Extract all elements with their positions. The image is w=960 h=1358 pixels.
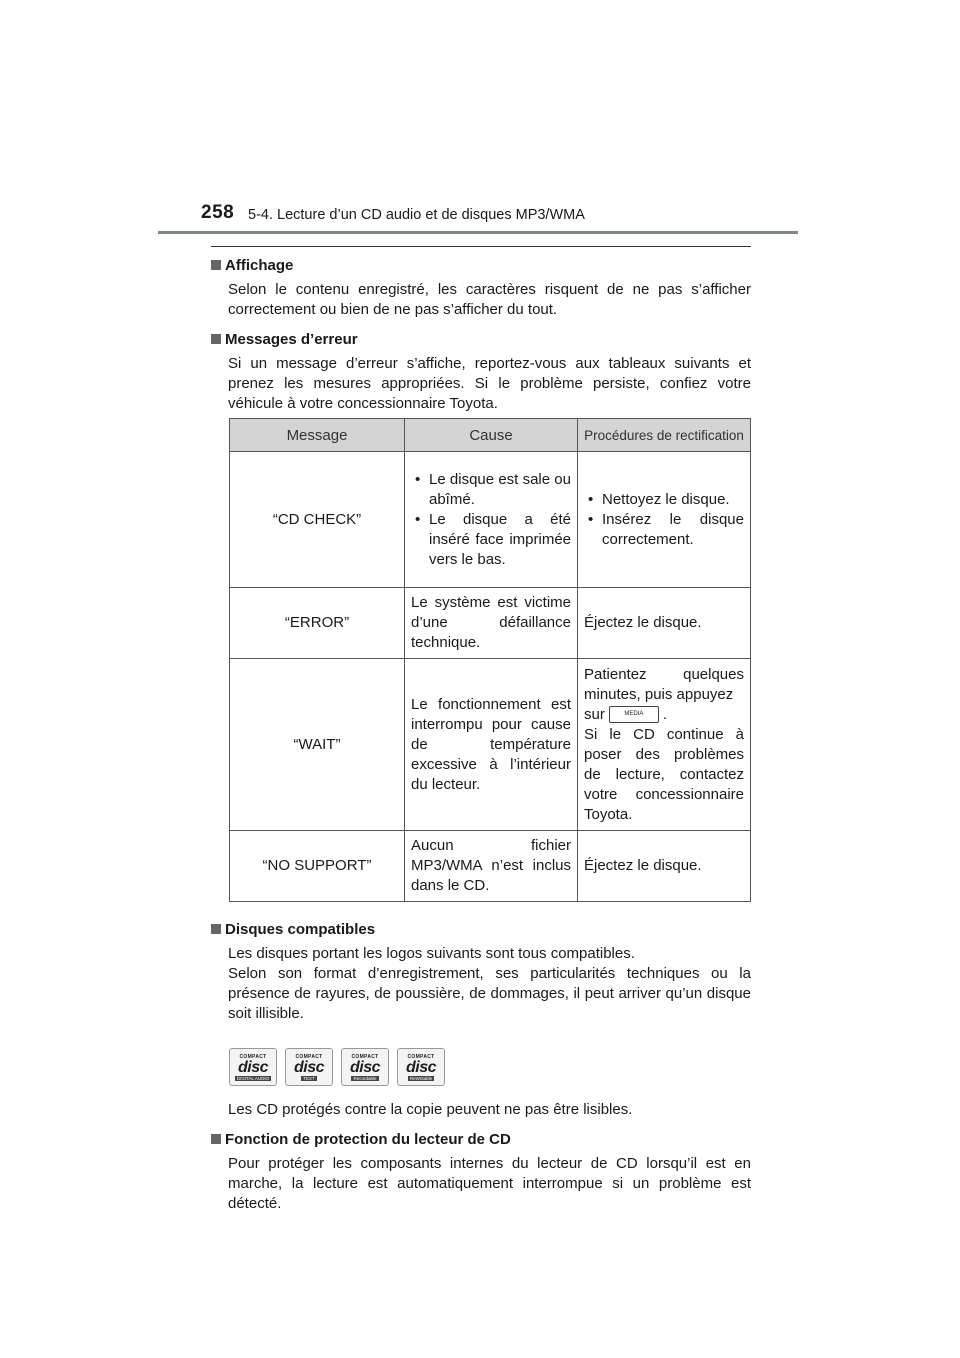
table-row [230, 588, 751, 659]
row-message: “NO SUPPORT” [230, 831, 405, 902]
copy-protected-note: Les CD protégés contre la copie peuvent ne pas être lisibles. [228, 1101, 633, 1118]
table-row [230, 659, 751, 831]
list-item: • Nettoyez le disque. [584, 490, 744, 510]
disc-logos [229, 1048, 751, 1086]
list-item: • Le disque est sale ou abîmé. [411, 470, 571, 510]
section-title: 5-4. Lecture d’un CD audio et de disques MP3/WMA [248, 207, 585, 223]
row-cause: Le système est victime d’une défaillance technique. [405, 588, 578, 659]
row-message: “ERROR” [230, 588, 405, 659]
col-header-cause: Cause [405, 419, 578, 452]
bullet-square-icon [211, 260, 221, 270]
list-item: • Insérez le disque correctement. [584, 510, 744, 550]
row-cause: Aucun fichier MP3/WMA n’est inclus dans le CD. [405, 831, 578, 902]
bullet-square-icon [211, 1134, 221, 1144]
procedure-text-a: Patientez quelques minutes, puis appuyez [584, 665, 744, 703]
page-content [211, 256, 751, 1224]
errors-heading: Messages d’erreur [211, 330, 751, 350]
table-row [230, 452, 751, 588]
col-header-procedure: Procédures de rectification [578, 419, 751, 452]
row-message: “CD CHECK” [230, 452, 405, 588]
row-procedure [578, 659, 751, 831]
row-procedure [578, 452, 751, 588]
compact-disc-text-logo-icon: COMPACT disc TEXT [285, 1048, 333, 1086]
display-text: Selon le contenu enregistré, les caractères risquent de ne pas s’afficher correctement ou bien de ne pas s’afficher du tout. [228, 281, 751, 318]
compact-disc-logo-icon: COMPACT disc DIGITAL AUDIO [229, 1048, 277, 1086]
compact-disc-rewritable-logo-icon: COMPACT disc ReWritable [397, 1048, 445, 1086]
compatible-text-2: Selon son format d’enregistrement, ses particularités techniques ou la présence de rayures, de poussière, de dommages, il peut arriver qu’un disque soit illisible. [228, 965, 751, 1022]
table-row [230, 831, 751, 902]
row-cause: Le fonctionnement est interrompu pour cause de température excessive à l’intérieur du lecteur. [405, 659, 578, 831]
row-message: “WAIT” [230, 659, 405, 831]
page-number: 258 [201, 202, 235, 223]
display-heading: Affichage [211, 256, 751, 276]
row-cause [405, 452, 578, 588]
protection-text: Pour protéger les composants internes du lecteur de CD lorsqu’il est en marche, la lecture est automatiquement interrompue si un problème est détecté. [228, 1155, 751, 1212]
procedure-text-c: Si le CD continue à poser des problèmes de lecture, contactez votre concessionnaire Toyota. [584, 725, 744, 823]
protection-heading: Fonction de protection du lecteur de CD [211, 1130, 751, 1150]
media-button-icon: MEDIA [609, 706, 659, 723]
row-procedure: Éjectez le disque. [578, 831, 751, 902]
list-item: • Le disque a été inséré face imprimée vers le bas. [411, 510, 571, 570]
content-rule [211, 246, 751, 247]
col-header-message: Message [230, 419, 405, 452]
bullet-square-icon [211, 334, 221, 344]
header-rule [158, 231, 798, 234]
row-procedure: Éjectez le disque. [578, 588, 751, 659]
compact-disc-recordable-logo-icon: COMPACT disc Recordable [341, 1048, 389, 1086]
compatible-heading: Disques compatibles [211, 920, 751, 940]
compatible-text-1: Les disques portant les logos suivants sont tous compatibles. [228, 945, 635, 962]
errors-text: Si un message d’erreur s’affiche, reportez-vous aux tableaux suivants et prenez les mesures appropriées. Si le problème persiste, confiez votre véhicule à votre concessionnaire Toyota. [228, 355, 751, 412]
bullet-square-icon [211, 924, 221, 934]
procedure-line-b: sur MEDIA . [584, 705, 668, 723]
error-messages-table [229, 418, 751, 902]
